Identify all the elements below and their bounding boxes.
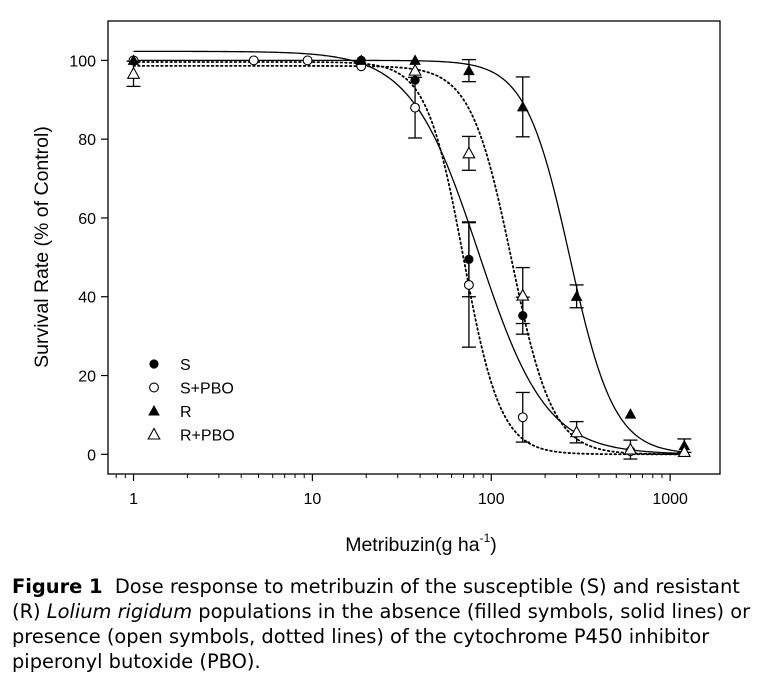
axes xyxy=(69,53,688,508)
y-tick-label: 100 xyxy=(69,53,96,71)
point-r xyxy=(463,65,475,76)
legend-marker-r xyxy=(148,405,160,416)
x-axis-label-unit: (g ha xyxy=(435,534,480,556)
figure-caption xyxy=(12,574,768,674)
y-tick-label: 60 xyxy=(78,210,96,228)
caption-label: Figure 1 xyxy=(12,575,103,598)
point-s-pbo xyxy=(518,413,527,422)
point-r xyxy=(517,101,529,112)
point-r xyxy=(571,290,583,301)
legend xyxy=(148,357,234,445)
x-tick-label: 1 xyxy=(129,491,138,508)
caption-text-1: Dose response to metribuzin of the susceptible (S) and resistant (R) xyxy=(12,575,740,623)
point-r-pbo xyxy=(463,147,475,158)
legend-marker-s-pbo xyxy=(150,383,159,392)
x-tick-label: 1000 xyxy=(652,491,688,508)
x-axis-label-name: Metribuzin xyxy=(345,534,436,556)
y-axis-label: Survival Rate (% of Control) xyxy=(31,126,53,368)
point-s-pbo xyxy=(249,56,258,65)
error-bars xyxy=(127,60,692,459)
x-axis-label-unit-close: ) xyxy=(490,534,497,556)
legend-label-r: R xyxy=(180,404,192,421)
legend-marker-s xyxy=(149,359,158,368)
point-r-pbo xyxy=(128,68,140,79)
point-s-pbo xyxy=(465,281,474,290)
y-tick-label: 0 xyxy=(87,447,96,465)
legend-marker-r-pbo xyxy=(148,429,160,440)
plot-frame xyxy=(108,21,720,474)
point-s-pbo xyxy=(303,56,312,65)
legend-label-s-pbo: S+PBO xyxy=(180,380,234,398)
x-tick-label: 10 xyxy=(303,491,322,508)
point-r xyxy=(409,54,421,65)
x-tick-label: 100 xyxy=(477,491,505,508)
point-s xyxy=(518,311,527,320)
caption-text-2: populations in the absence (filled symbols, solid lines) or presence (open symbols, dotted lines) of the cytochrome P450 inhibitor piperonyl butoxide (PBO). xyxy=(12,600,751,673)
y-tick-label: 40 xyxy=(78,289,96,307)
x-axis-label-unit-exponent: -1 xyxy=(479,531,491,545)
legend-label-r-pbo: R+PBO xyxy=(180,427,235,445)
y-tick-label: 80 xyxy=(78,132,96,150)
x-axis-label xyxy=(345,531,497,556)
point-r xyxy=(625,408,637,419)
y-tick-label: 20 xyxy=(78,368,96,386)
point-s-pbo xyxy=(411,103,420,112)
point-s xyxy=(410,75,419,84)
legend-label-s: S xyxy=(180,357,191,374)
caption-species: Lolium rigidum xyxy=(46,600,193,623)
point-s xyxy=(464,255,473,264)
